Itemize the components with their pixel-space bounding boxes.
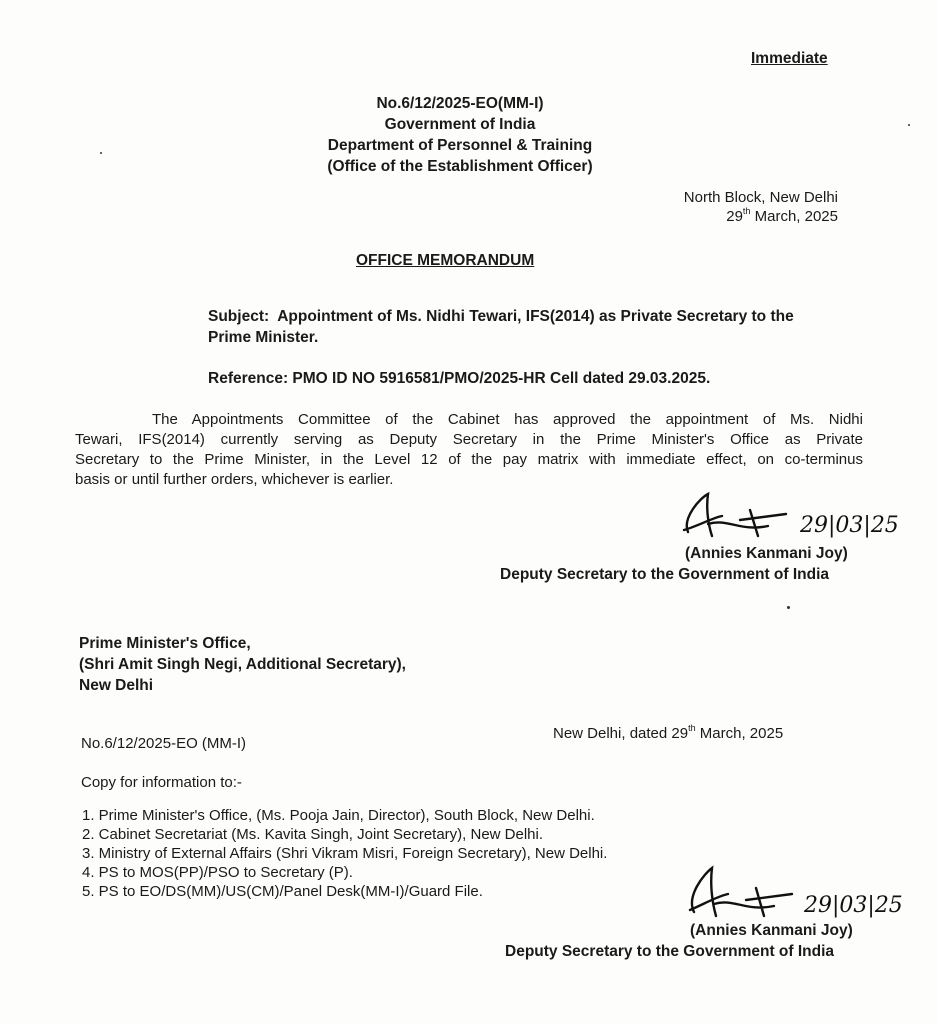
addressee-line-3: New Delhi [79, 677, 154, 694]
department-name: Department of Personnel & Training [327, 137, 593, 154]
subject-line-2: Prime Minister. [208, 329, 319, 346]
subject-line-1: Appointment of Ms. Nidhi Tewari, IFS(2014) as Private Secretary to the [277, 308, 794, 325]
list-item: 3. Ministry of External Affairs (Shri Vikram Misri, Foreign Secretary), New Delhi. [82, 845, 608, 862]
place: North Block, New Delhi [683, 189, 838, 206]
list-item: 5. PS to EO/DS(MM)/US(CM)/Panel Desk(MM-I)/Guard File. [82, 883, 483, 900]
scan-speck [908, 124, 910, 126]
body-line: Secretary to the Prime Minister, in the Level 12 of the pay matrix with immediate effect, on co-terminus [75, 451, 863, 468]
list-item: 2. Cabinet Secretariat (Ms. Kavita Singh, Joint Secretary), New Delhi. [82, 826, 544, 843]
priority-label: Immediate [751, 50, 828, 67]
handwritten-signature-2 [682, 862, 922, 926]
body-paragraph [75, 410, 863, 490]
scan-speck [100, 152, 102, 154]
signature-date-2: 29|03|25 [804, 893, 903, 918]
subject [208, 306, 794, 348]
addressee [79, 633, 406, 696]
copy-intro: Copy for information to:- [81, 774, 242, 791]
reference: Reference: PMO ID NO 5916581/PMO/2025-HR Cell dated 29.03.2025. [208, 370, 711, 387]
copy-list [82, 806, 607, 901]
memo-title: OFFICE MEMORANDUM [356, 252, 535, 269]
date: 29th March, 2025 [726, 206, 838, 225]
list-item: 4. PS to MOS(PP)/PSO to Secretary (P). [82, 864, 353, 881]
office-name: (Office of the Establishment Officer) [327, 158, 593, 175]
body-line: Tewari, IFS(2014) currently serving as Deputy Secretary in the Prime Minister's Office as Private [75, 431, 863, 448]
signatory-name-2: (Annies Kanmani Joy) [690, 922, 853, 939]
copy-date: New Delhi, dated 29th March, 2025 [553, 723, 784, 742]
signatory-designation-1: Deputy Secretary to the Government of India [500, 566, 830, 583]
scan-speck [787, 606, 790, 609]
addressee-line-2: (Shri Amit Singh Negi, Additional Secretary), [79, 656, 406, 673]
signature-date-1: 29|03|25 [800, 513, 899, 538]
list-item: 1. Prime Minister's Office, (Ms. Pooja Jain, Director), South Block, New Delhi. [82, 807, 595, 824]
addressee-line-1: Prime Minister's Office, [79, 635, 251, 652]
letter-header [280, 93, 640, 177]
file-number: No.6/12/2025-EO(MM-I) [376, 95, 544, 112]
signatory-designation-2: Deputy Secretary to the Government of India [505, 943, 835, 960]
subject-label: Subject: [208, 308, 270, 325]
place-date [600, 188, 838, 226]
body-line: The Appointments Committee of the Cabinet has approved the appointment of Ms. Nidhi [152, 411, 863, 428]
handwritten-signature-1 [678, 488, 918, 548]
signatory-name-1: (Annies Kanmani Joy) [685, 545, 848, 562]
body-line: basis or until further orders, whichever is earlier. [75, 471, 394, 488]
copy-file-number: No.6/12/2025-EO (MM-I) [81, 735, 247, 752]
government-name: Government of India [384, 116, 536, 133]
